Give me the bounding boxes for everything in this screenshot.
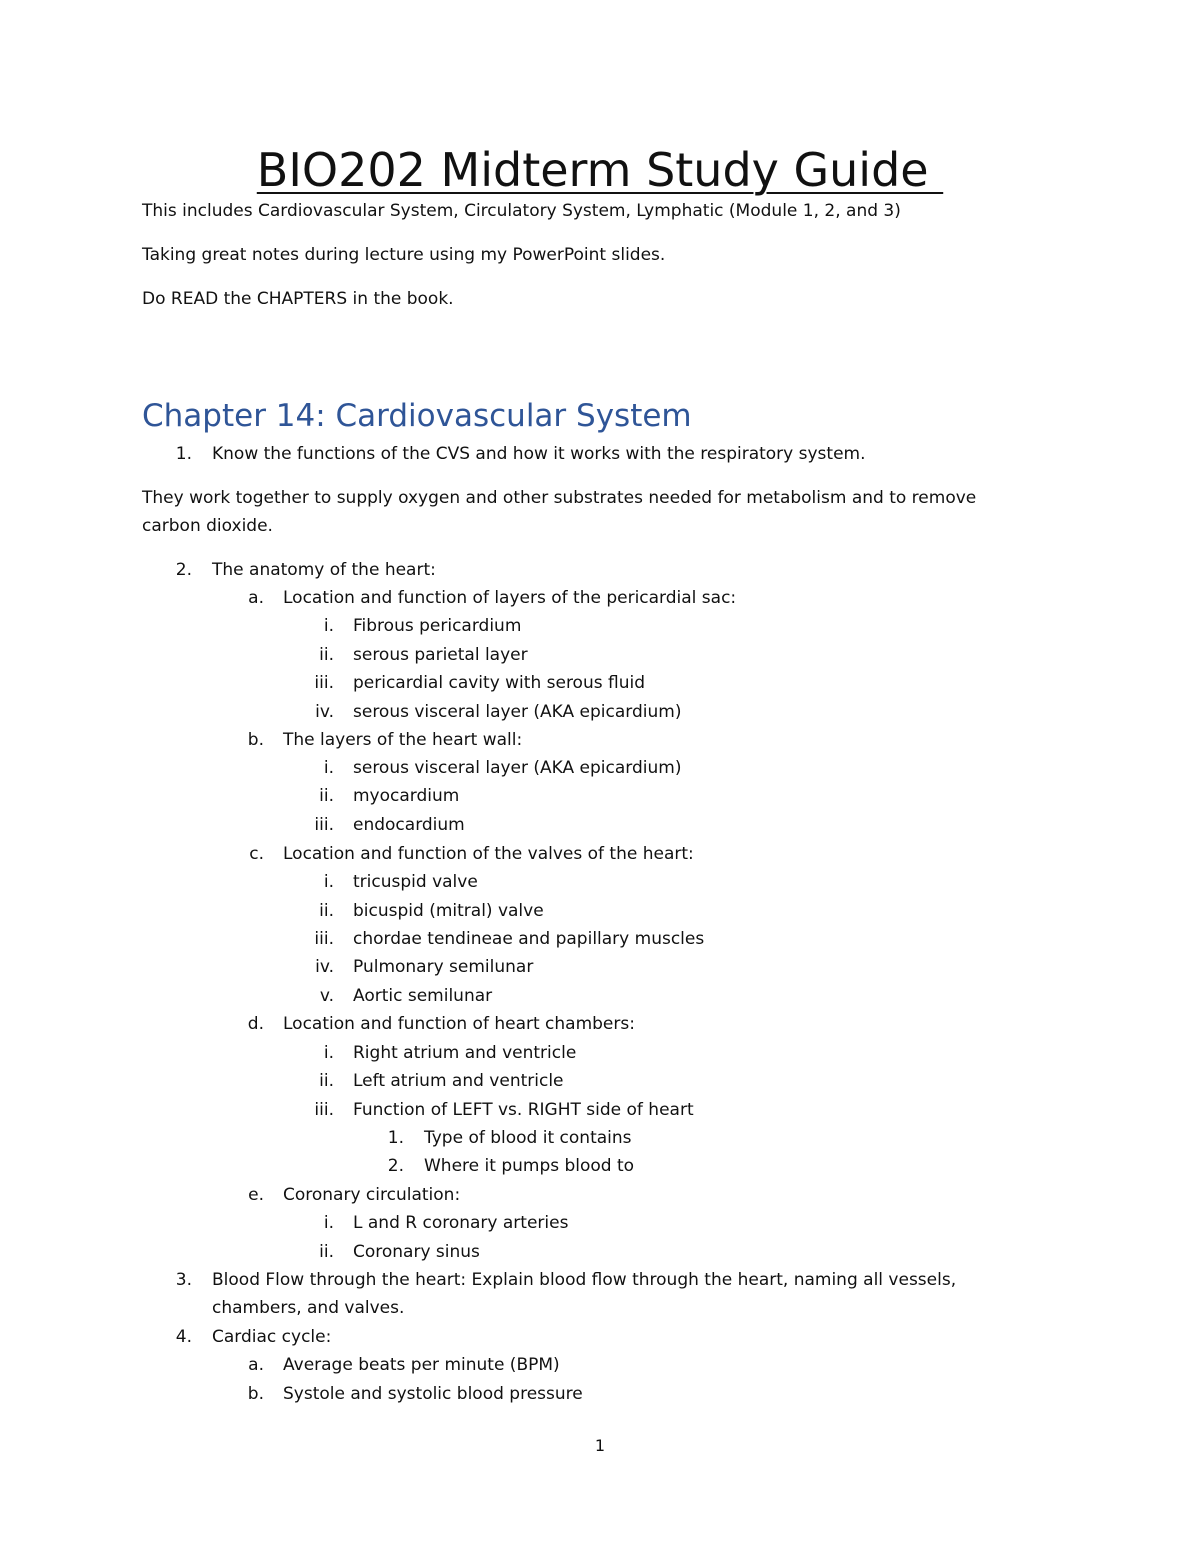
list-marker: ii.: [319, 645, 334, 665]
list-item: myocardium: [353, 786, 460, 806]
list-marker: iv.: [315, 702, 334, 722]
list-item: Systole and systolic blood pressure: [283, 1384, 583, 1404]
list-item: Cardiac cycle:: [212, 1327, 332, 1347]
list-marker: ii.: [319, 901, 334, 921]
list-item-continuation: chambers, and valves.: [212, 1298, 405, 1318]
list-marker: i.: [323, 758, 334, 778]
list-marker: 1.: [175, 444, 192, 464]
list-item: Where it pumps blood to: [424, 1156, 635, 1176]
list-item: serous visceral layer (AKA epicardium): [353, 702, 682, 722]
list-item: serous parietal layer: [353, 645, 528, 665]
list-item: pericardial cavity with serous fluid: [353, 673, 645, 693]
list-item: L and R coronary arteries: [353, 1213, 569, 1233]
list-item: endocardium: [353, 815, 465, 835]
intro-line-3: Do READ the CHAPTERS in the book.: [142, 289, 454, 309]
list-marker: 1.: [387, 1128, 404, 1148]
list-item: Location and function of layers of the pericardial sac:: [283, 588, 737, 608]
list-marker: iii.: [314, 815, 334, 835]
list-item: Coronary sinus: [353, 1242, 480, 1262]
list-marker: ii.: [319, 1071, 334, 1091]
list-marker: i.: [323, 872, 334, 892]
paragraph-line-2: carbon dioxide.: [142, 516, 273, 536]
chapter-heading: Chapter 14: Cardiovascular System: [142, 398, 692, 434]
list-item: Left atrium and ventricle: [353, 1071, 564, 1091]
list-marker: ii.: [319, 786, 334, 806]
list-marker: 4.: [175, 1327, 192, 1347]
list-marker: 2.: [387, 1156, 404, 1176]
list-item: bicuspid (mitral) valve: [353, 901, 544, 921]
list-item: chordae tendineae and papillary muscles: [353, 929, 705, 949]
list-marker: b.: [247, 1384, 264, 1404]
list-marker: 3.: [175, 1270, 192, 1290]
list-item: Coronary circulation:: [283, 1185, 461, 1205]
list-marker: v.: [319, 986, 334, 1006]
list-marker: 2.: [175, 560, 192, 580]
list-item: Location and function of the valves of the heart:: [283, 844, 694, 864]
list-item: Aortic semilunar: [353, 986, 493, 1006]
list-marker: b.: [247, 730, 264, 750]
list-item: Right atrium and ventricle: [353, 1043, 577, 1063]
list-marker: c.: [249, 844, 264, 864]
document-title: BIO202 Midterm Study Guide: [256, 143, 944, 197]
list-marker: i.: [323, 1043, 334, 1063]
list-marker: a.: [248, 1355, 264, 1375]
list-item: Average beats per minute (BPM): [283, 1355, 560, 1375]
list-marker: iv.: [315, 957, 334, 977]
list-marker: iii.: [314, 929, 334, 949]
list-item: tricuspid valve: [353, 872, 478, 892]
list-item: Blood Flow through the heart: Explain blood flow through the heart, naming all vessels,: [212, 1270, 957, 1290]
list-item: The anatomy of the heart:: [212, 560, 436, 580]
list-marker: a.: [248, 588, 264, 608]
list-marker: i.: [323, 616, 334, 636]
list-marker: d.: [247, 1014, 264, 1034]
list-item: Function of LEFT vs. RIGHT side of heart: [353, 1100, 694, 1120]
paragraph-line-1: They work together to supply oxygen and other substrates needed for metabolism and to remove: [142, 488, 977, 508]
list-item: Type of blood it contains: [424, 1128, 632, 1148]
list-item: Pulmonary semilunar: [353, 957, 534, 977]
list-item: The layers of the heart wall:: [283, 730, 523, 750]
list-marker: iii.: [314, 1100, 334, 1120]
list-marker: iii.: [314, 673, 334, 693]
list-marker: ii.: [319, 1242, 334, 1262]
list-item: Know the functions of the CVS and how it works with the respiratory system.: [212, 444, 866, 464]
list-marker: e.: [248, 1185, 264, 1205]
intro-line-2: Taking great notes during lecture using my PowerPoint slides.: [142, 245, 666, 265]
list-item: Fibrous pericardium: [353, 616, 522, 636]
page-number: 1: [594, 1436, 606, 1455]
list-item: Location and function of heart chambers:: [283, 1014, 635, 1034]
intro-line-1: This includes Cardiovascular System, Circulatory System, Lymphatic (Module 1, 2, and 3): [142, 201, 901, 221]
list-marker: i.: [323, 1213, 334, 1233]
list-item: serous visceral layer (AKA epicardium): [353, 758, 682, 778]
